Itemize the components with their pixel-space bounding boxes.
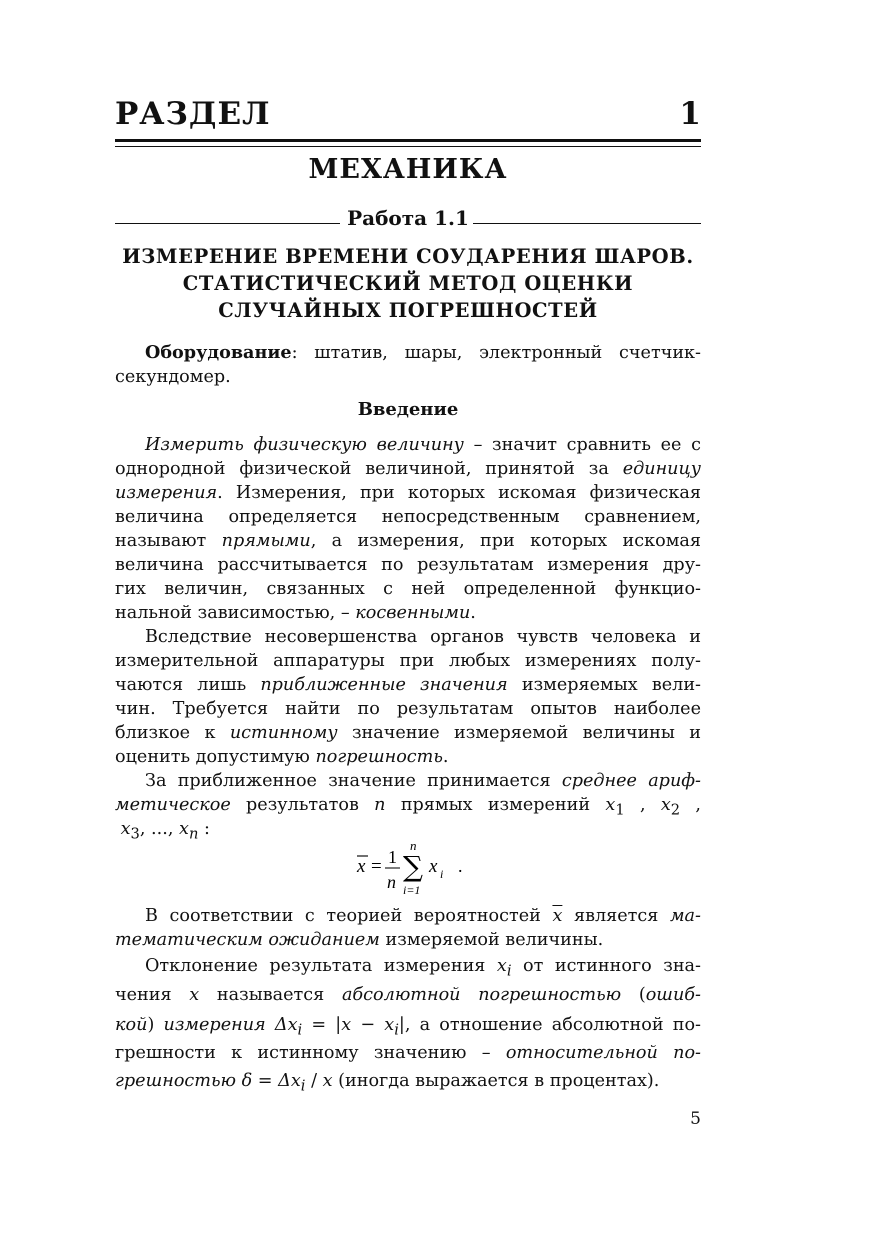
paragraph-line: чаются лишь приближенные значения измеряемых вели- [115, 675, 701, 695]
sum-icon: ∑ [403, 850, 423, 883]
paragraph-line: однородной физической величиной, принятой за единицу [115, 459, 701, 479]
paragraph-line: $x_3$, ..., $x_n$ : [120, 819, 210, 843]
header-rule-thick [115, 139, 701, 142]
paragraph-line: чения x называется абсолютной погрешностью (ошиб- [115, 985, 701, 1005]
formula-sub: i [440, 867, 444, 881]
paragraph-line: За приближенное значение принимается среднее ариф- [145, 771, 701, 791]
paragraph-line: Измерить физическую величину – значит сравнить ее с [145, 435, 701, 455]
paragraph-line: тематическим ожиданием измеряемой величины. [115, 930, 604, 950]
paragraph-line: измерения. Измерения, при которых искомая физическая [115, 483, 701, 503]
paragraph-line: гих величин, связанных с ней определенной функцио- [115, 579, 701, 599]
topic-line: ИЗМЕРЕНИЕ ВРЕМЕНИ СОУДАРЕНИЯ ШАРОВ. [122, 245, 694, 268]
equipment-line: секундомер. [115, 367, 231, 387]
paragraph-line: грешности к истинному значению – относительной по- [115, 1043, 701, 1063]
topic-line: СТАТИСТИЧЕСКИЙ МЕТОД ОЦЕНКИ [182, 272, 634, 295]
topic-line: СЛУЧАЙНЫХ ПОГРЕШНОСТЕЙ [218, 299, 598, 322]
section-header [115, 96, 701, 140]
work-header [115, 206, 701, 236]
formula-var: x [429, 856, 438, 877]
math-x-bar: $\overline{x}$ [552, 906, 563, 926]
equipment-line: Оборудование: штатив, шары, электронный счетчик- [145, 342, 701, 363]
section-heading: Введение [357, 399, 459, 420]
math-x: x [496, 956, 507, 976]
paragraph-line: Вследствие несовершенства органов чувств человека и [145, 627, 701, 647]
section-label: РАЗДЕЛ [115, 96, 271, 132]
paragraph-line: измерительной аппаратуры при любых измерениях полу- [115, 651, 701, 671]
paragraph-line: Отклонение результата измерения $x_i$ от истинного зна- [145, 956, 701, 980]
math-x: x [660, 795, 671, 815]
paragraph-line: кой) измерения $\Delta x_i = |x - x_i|$, а отношение абсолютной по- [115, 1015, 701, 1039]
math-x: x [120, 819, 131, 839]
paragraph-line: метическое результатов n прямых измерений $x_1$ , $x_2$ , [115, 795, 702, 819]
page-number: 5 [690, 1109, 701, 1129]
chapter-title: МЕХАНИКА [308, 154, 508, 185]
mean-formula [355, 838, 475, 898]
formula-num: 1 [388, 847, 397, 867]
formula-lower: i=1 [403, 883, 421, 897]
paragraph-line: близкое к истинному значение измеряемой величины и [115, 723, 701, 743]
paragraph-line: В соответствии с теорией вероятностей $\overline{x}$ является ма- [145, 906, 701, 926]
math-x: x [189, 985, 200, 1005]
section-number: 1 [679, 96, 701, 132]
math-x: x [179, 819, 189, 839]
paragraph-line: оценить допустимую погрешность. [115, 747, 449, 767]
formula-eq: = [371, 856, 382, 877]
paragraph-line: грешностью $\delta = \Delta x_i / x$ (иногда выражается в процентах). [115, 1071, 660, 1095]
math-x: x [605, 795, 616, 815]
work-rule-right [473, 223, 701, 224]
paragraph-line: чин. Требуется найти по результатам опытов наиболее [115, 699, 701, 719]
topic-title [115, 243, 701, 324]
paragraph-line: величина определяется непосредственным сравнением, [115, 507, 701, 527]
equipment-label: Оборудование [145, 342, 292, 363]
header-rule-thin [115, 146, 701, 147]
formula-upper: n [410, 838, 417, 853]
work-title: Работа 1.1 [347, 206, 469, 230]
paragraph-line: называют прямыми, а измерения, при которых искомая [115, 531, 701, 551]
formula-dot: . [458, 856, 463, 876]
formula-lhs: x [357, 856, 366, 877]
paragraph-line: нальной зависимостью, – косвенными. [115, 603, 476, 623]
paragraph-line: величина рассчитывается по результатам измерения дру- [115, 555, 701, 575]
formula-den: n [387, 872, 396, 892]
